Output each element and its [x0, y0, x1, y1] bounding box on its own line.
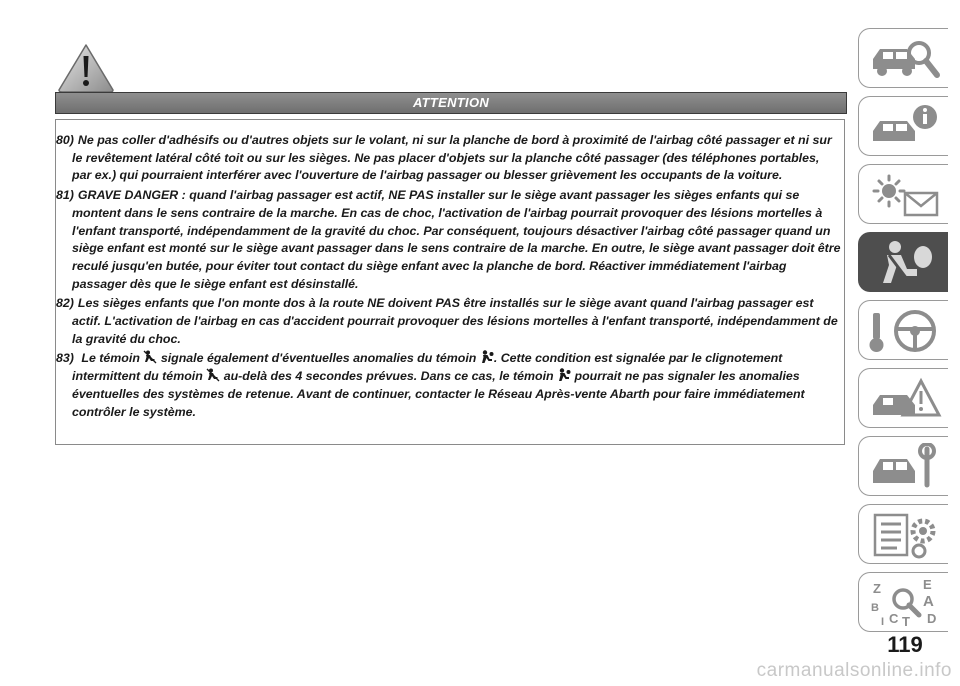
warning-notes [56, 132, 842, 423]
tab-emergency[interactable] [858, 368, 948, 428]
note-text: pourrait ne pas signaler les anomalies éventuelles des systèmes de retenue. Avant de continuer, contacter le Réseau Après-vente Abarth pour faire immédiatement contrôler le système. [72, 369, 805, 419]
note-82 [56, 295, 842, 348]
tab-car-info[interactable] [858, 96, 948, 156]
index-letter: E [923, 579, 932, 592]
index-letter: T [902, 614, 910, 627]
note-83 [56, 350, 842, 421]
airbag-seatbelt-icon [867, 239, 943, 287]
tab-safety[interactable] [858, 232, 948, 292]
page-number: 119 [887, 632, 923, 657]
car-search-icon [867, 35, 943, 83]
note-number: 80) [56, 133, 74, 147]
note-81 [56, 187, 842, 293]
car-breakdown-icon [867, 375, 943, 423]
airbag-off-warning-icon [206, 368, 220, 382]
index-letter: D [927, 611, 937, 626]
note-text: Les sièges enfants que l'on monte dos à la route NE doivent PAS être installés sur le siège avant quand l'airbag passager est actif. L'activation de l'airbag en cas d'accident pourrait provoquer des lésions mortelles à l'enfant transporté, indépendamment de la gravité du choc. [72, 296, 838, 346]
index-letter: Z [873, 581, 881, 596]
airbag-warning-icon [480, 350, 494, 364]
car-info-icon [867, 103, 943, 151]
note-80 [56, 132, 842, 185]
airbag-off-warning-icon [143, 350, 157, 364]
note-text: GRAVE DANGER : quand l'airbag passager est actif, NE PAS installer sur le siège avant passager les sièges enfants qui se montent dans le sens contraire de la marche. En cas de choc, l'activation de l'airbag pourrait provoquer des lésions mortelles à l'enfant transporté, indépendamment de la gravité du choc. Par conséquent, toujours désactiver l'airbag côté passager quand un siège enfant est monté sur le siège avant passager dans le sens contraire de la marche. En outre, le siège avant passager doit être reculé jusqu'en butée, pour éviter tout contact du siège enfant avec la planche de bord. Réactiver immédiatement l'airbag passager dès que le siège enfant est désinstallé. [72, 188, 841, 291]
key-steering-wheel-icon [867, 307, 943, 355]
note-text: . Cette condition est signalée par le clignotement intermittent du témoin [72, 351, 783, 384]
warning-triangle-icon [57, 43, 115, 93]
alphabetical-index-icon [867, 579, 943, 627]
watermark: carmanualsonline.info [756, 660, 952, 681]
tab-starting-driving[interactable] [858, 300, 948, 360]
car-maintenance-icon [867, 443, 943, 491]
tab-warning-lights[interactable] [858, 164, 948, 224]
warning-light-message-icon [867, 171, 943, 219]
index-letter: I [881, 616, 885, 627]
airbag-warning-icon [557, 368, 571, 382]
note-number: 81) [56, 188, 74, 203]
note-text: au-delà des 4 secondes prévues. Dans ce cas, le témoin [223, 369, 554, 384]
index-letter: A [923, 593, 934, 610]
attention-banner: ATTENTION [55, 92, 847, 114]
tab-index[interactable] [858, 572, 948, 632]
note-number: 82) [56, 296, 74, 311]
index-letter: C [889, 611, 899, 626]
note-text: Ne pas coller d'adhésifs ou d'autres objets sur le volant, ni sur la planche de bord à proximité de l'airbag côté passager et ni sur le revêtement latéral côté toit ou sur les sièges. Ne pas placer d'objets sur la planche côté passager (des téléphones portables, par ex.) qui pourraient interférer avec l'ouverture de l'airbag passager ou blesser grièvement les occupants de la voiture. [72, 133, 832, 183]
tab-specifications[interactable] [858, 504, 948, 564]
specifications-gear-icon [867, 511, 943, 559]
tab-maintenance[interactable] [858, 436, 948, 496]
tab-car-search[interactable] [858, 28, 948, 88]
index-letter: B [871, 602, 879, 614]
note-text: Le témoin [81, 351, 140, 366]
note-number: 83) [56, 351, 74, 366]
note-text: signale également d'éventuelles anomalies du témoin [160, 351, 477, 366]
